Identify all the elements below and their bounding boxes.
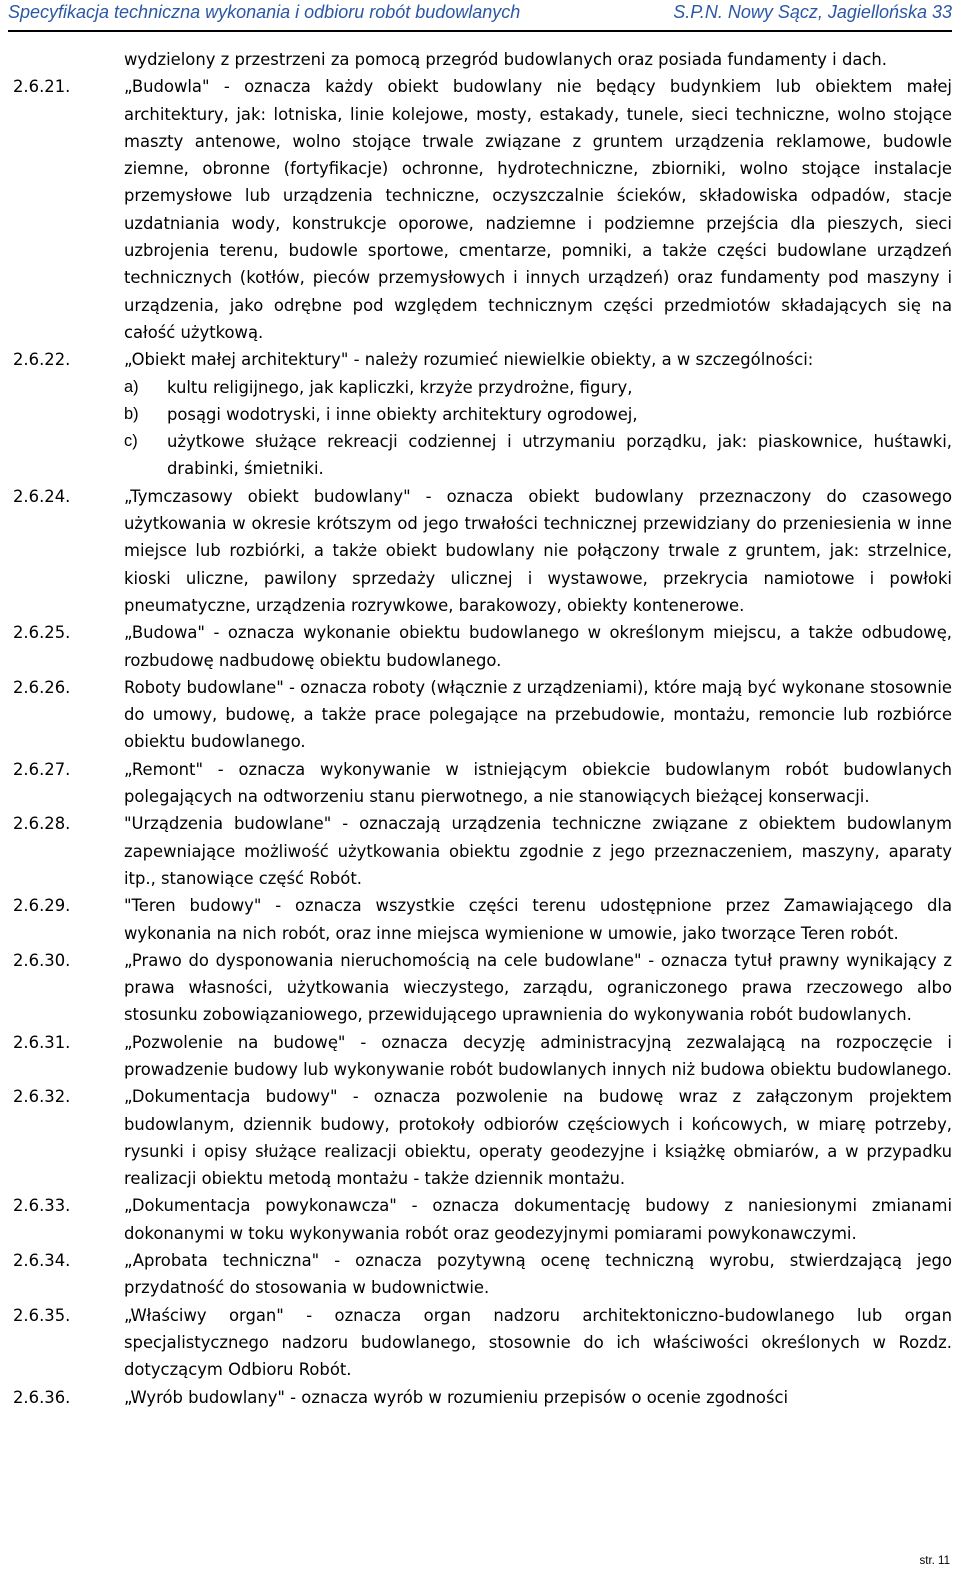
definition-text: „Obiekt małej architektury" - należy rozumieć niewielkie obiekty, a w szczególności: [124,350,814,370]
definition-text: „Wyrób budowlany" - oznacza wyrób w rozumieniu przepisów o ocenie zgodności [124,1387,789,1407]
subitem-label: b) [124,404,139,423]
definition-item [13,674,952,756]
definition-item [13,1247,952,1302]
definition-item [13,73,952,346]
definition-text: „Właściwy organ" - oznacza organ nadzoru architektoniczno-budowlanego lub organ specjalistycznego nadzoru budowlanego, stosownie do ich właściwości określonych w Rozdz. dotyczącym Odbioru Robót. [124,1305,952,1380]
subitem-text: posągi wodotryski, i inne obiekty architektury ogrodowej, [167,404,638,424]
definition-number: 2.6.25. [13,623,71,643]
definition-number: 2.6.28. [13,814,71,834]
definition-item [13,619,952,674]
subitem-text: kultu religijnego, jak kapliczki, krzyże przydrożne, figury, [167,377,633,397]
definition-text: „Pozwolenie na budowę" - oznacza decyzję administracyjną zezwalającą na rozpoczęcie i prowadzenie budowy lub wykonywanie robót budowlanych innych niż budowa obiektu budowlanego. [124,1032,952,1079]
header-location: S.P.N. Nowy Sącz, Jagiellońska 33 [673,2,952,22]
definition-item [13,1083,952,1192]
definition-number: 2.6.34. [13,1251,71,1271]
definition-text: "Urządzenia budowlane" - oznaczają urządzenia techniczne związane z obiektem budowlanym zapewniające możliwość użytkowania obiektu zgodnie z jego przeznaczeniem, maszyny, aparaty itp., stanowiące część Robót. [124,814,952,888]
definition-item [13,483,952,619]
subitem-label: c) [124,432,138,451]
definition-text: "Teren budowy" - oznacza wszystkie części terenu udostępnione przez Zamawiającego dla wykonania na nich robót, oraz inne miejsca wymienione w umowie, jako tworzące Teren robót. [124,896,952,943]
definition-item [13,810,952,892]
definition-item [13,346,952,373]
definition-item [13,892,952,947]
definition-number: 2.6.32. [13,1087,71,1107]
definition-number: 2.6.31. [13,1032,71,1052]
definition-subitem [13,374,952,401]
definition-item [13,947,952,1029]
definition-text: „Budowa" - oznacza wykonanie obiektu budowlanego w określonym miejscu, a także odbudowę, rozbudowę nadbudowę obiektu budowlanego. [124,623,952,670]
definition-item [13,1384,952,1411]
definition-number: 2.6.29. [13,896,71,916]
definition-text: „Remont" - oznacza wykonywanie w istniejącym obiekcie budowlanym robót budowlanych polegających na odtworzeniu stanu pierwotnego, a nie stanowiących bieżącej konserwacji. [124,759,952,807]
definition-number: 2.6.35. [13,1305,71,1325]
definition-item [13,1302,952,1384]
header-document-title: Specyfikacja techniczna wykonania i odbioru robót budowlanych [8,2,521,22]
definition-number: 2.6.30. [13,950,71,970]
definition-text: „Dokumentacja powykonawcza" - oznacza dokumentację budowy z naniesionymi zmianami dokonanymi w toku wykonywania robót oraz geodezyjnymi pomiarami powykonawczymi. [124,1196,952,1243]
definition-item [13,1029,952,1084]
definition-list [13,73,952,1411]
definition-subitem [13,401,952,428]
definition-number: 2.6.24. [13,486,71,506]
document-body [13,46,952,1411]
definition-text: „Dokumentacja budowy" - oznacza pozwolenie na budowę wraz z załączonym projektem budowlanym, dziennik budowy, protokoły odbiorów częściowych i końcowych, w miarę potrzeby, rysunki i opisy służące realizacji obiektu, operaty geodezyjne i książkę obmiarów, a w przypadku realizacji obiektu metodą montażu - także dziennik montażu. [124,1087,952,1189]
definition-number: 2.6.33. [13,1196,71,1216]
definition-subitem [13,428,952,483]
page-header [8,0,952,32]
definition-text: „Aprobata techniczna" - oznacza pozytywną ocenę techniczną wyrobu, stwierdzającą jego przydatność do stosowania w budownictwie. [124,1251,952,1298]
definition-item [13,756,952,811]
definition-number: 2.6.26. [13,677,71,697]
definition-item [13,1192,952,1247]
page-number: str. 11 [919,1555,950,1567]
definition-text: „Prawo do dysponowania nieruchomością na cele budowlane" - oznacza tytuł prawny wynikający z prawa własności, użytkowania wieczystego, zarządu, ograniczonego prawa rzeczowego albo stosunku zobowiązaniowego, przewidującego uprawnienia do wykonywania robót budowlanych. [124,950,952,1025]
definition-number: 2.6.21. [13,77,71,97]
definition-text: „Tymczasowy obiekt budowlany" - oznacza obiekt budowlany przeznaczony do czasowego użytkowania w okresie krótszym od jego trwałości technicznej przewidziany do przeniesienia w inne miejsce lub rozbiórki, a także obiekt budowlany nie połączony trwale z gruntem, jak: strzelnice, kioski uliczne, pawilony sprzedaży ulicznej i wystawowe, przekrycia namiotowe i powłoki pneumatyczne, urządzenia rozrywkowe, barakowozy, obiekty kontenerowe. [124,486,952,615]
definition-number: 2.6.36. [13,1387,71,1407]
definition-number: 2.6.27. [13,759,71,779]
definition-text: „Budowla" - oznacza każdy obiekt budowlany nie będący budynkiem lub obiektem małej architektury, jak: lotniska, linie kolejowe, mosty, estakady, tunele, sieci techniczne, wolno stojące maszty antenowe, wolno stojące trwale związane z gruntem urządzenia reklamowe, budowle ziemne, obronne (fortyfikacje) ochronne, hydrotechniczne, zbiorniki, wolno stojące instalacje przemysłowe lub urządzenia techniczne, oczyszczalnie ścieków, składowiska odpadów, stacje uzdatniania wody, konstrukcje oporowe, nadziemne i podziemne przejścia dla pieszych, sieci uzbrojenia terenu, budowle sportowe, cmentarze, pomniki, a także części budowlane urządzeń technicznych (kotłów, pieców przemysłowych i innych urządzeń) oraz fundamenty pod maszyny i urządzenia, jako odrębne pod względem technicznym części przedmiotów składających się na całość użytkową. [124,77,952,342]
subitem-label: a) [124,377,139,396]
definition-text: Roboty budowlane" - oznacza roboty (włącznie z urządzeniami), które mają być wykonane stosownie do umowy, budowę, a także prace polegające na przebudowie, montażu, remoncie lub rozbiórce obiektu budowlanego. [124,677,952,752]
continuation-text: wydzielony z przestrzeni za pomocą przegród budowlanych oraz posiada fundamenty i dach. [124,50,887,69]
subitem-text: użytkowe służące rekreacji codziennej i utrzymaniu porządku, jak: piaskownice, huśtawki, drabinki, śmietniki. [167,432,952,479]
definition-number: 2.6.22. [13,350,71,370]
